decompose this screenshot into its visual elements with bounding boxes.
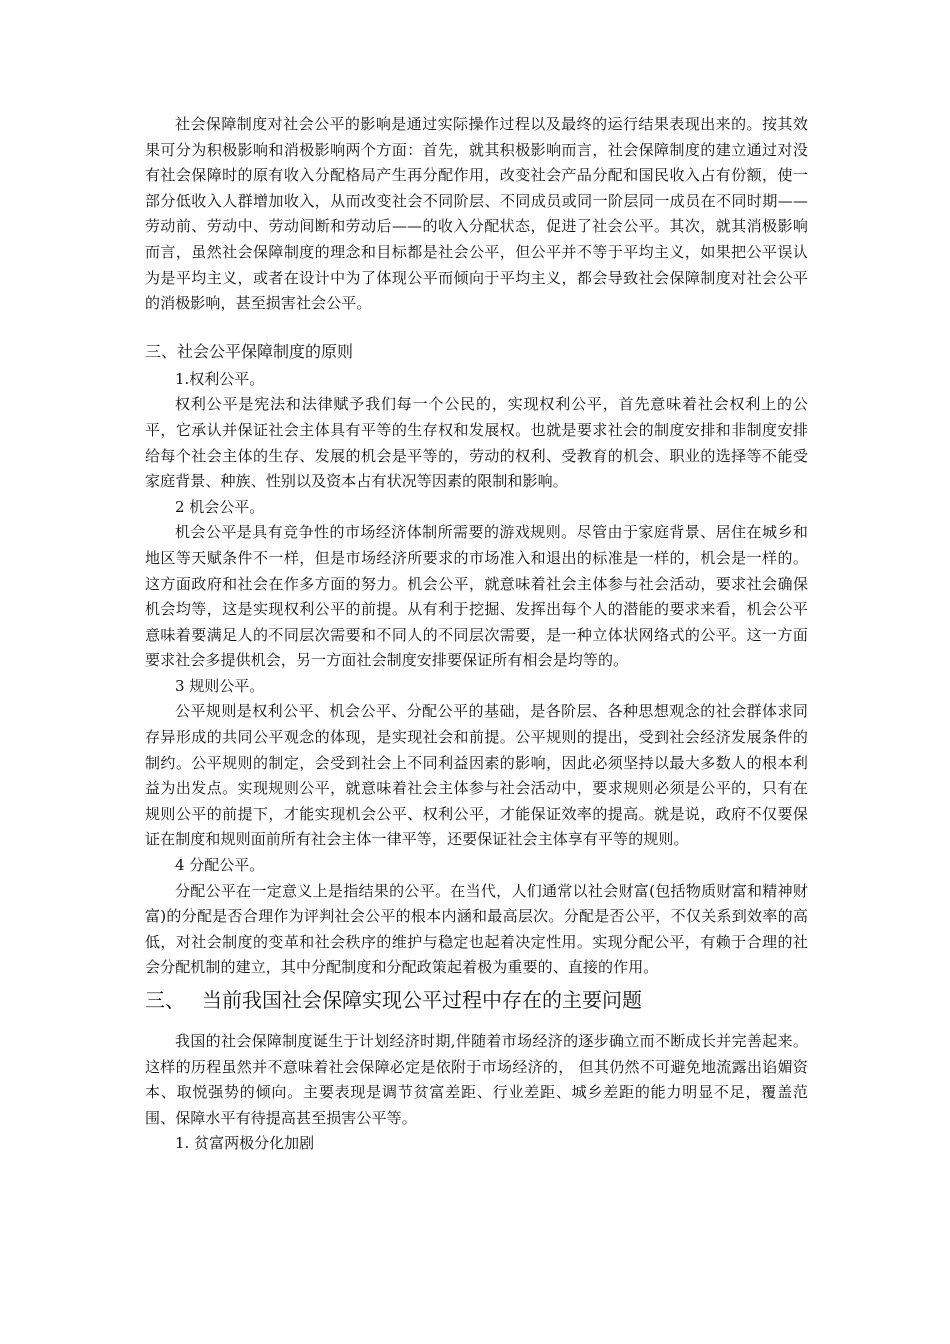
- principle-body-rules: 公平规则是权利公平、机会公平、分配公平的基础，是各阶层、各种思想观念的社会群体求同存异形成的共同公平观念的体现，是实现社会和前提。公平规则的提出，受到社会经济发展条件的制约。公平规则的制定，会受到社会上不同利益因素的影响，因此必须坚持以最大多数人的根本利益为出发点。实现规则公平，就意味着社会主体参与社会活动中，要求规则必须是公平的，只有在规则公平的前提下，才能实现机会公平、权利公平，才能保证效率的提高。就是说，政府不仅要保证在制度和规则面前所有社会主体一律平等，还要保证社会主体享有平等的规则。: [145, 702, 808, 849]
- principle-title-rules: 3 规则公平。: [175, 676, 265, 695]
- section-heading-principles: 三、社会公平保障制度的原则: [145, 341, 354, 361]
- principle-body-distribution: 分配公平在一定意义上是指结果的公平。在当代，人们通常以社会财富(包括物质财富和精神财富)的分配是否合理作为评判社会公平的根本内涵和最高层次。分配是否公平，不仅关系到效率的高低，对社会制度的变革和社会秩序的维护与稳定也起着决定性用。实现分配公平，有赖于合理的社会分配机制的建立，其中分配制度和分配政策起着极为重要的、直接的作用。: [145, 881, 808, 977]
- section-number: 三、: [145, 988, 185, 1012]
- document-body: [145, 112, 808, 1157]
- section-title: 当前我国社会保障实现公平过程中存在的主要问题: [202, 988, 642, 1012]
- principle-title-opportunity: 2 机会公平。: [175, 497, 265, 516]
- principle-title-rights: 1.权利公平。: [175, 369, 265, 388]
- subheading-wealth-gap: 1. 贫富两极分化加剧: [175, 1134, 315, 1153]
- principle-title-distribution: 4 分配公平。: [175, 856, 265, 875]
- section-heading-problems: [145, 985, 808, 1015]
- problems-paragraph: 我国的社会保障制度诞生于计划经济时期,伴随着市场经济的逐步确立而不断成长并完善起来。这样的历程虽然并不意味着社会保障必定是依附于市场经济的， 但其仍然不可避免地流露出谄媚资本、取悦强势的倾向。主要表现是调节贫富差距、行业差距、城乡差距的能力明显不足，覆盖范围、保障水平有待提高甚至损害公平等。: [145, 1032, 808, 1127]
- intro-paragraph: 社会保障制度对社会公平的影响是通过实际操作过程以及最终的运行结果表现出来的。按其效果可分为积极影响和消极影响两个方面：首先，就其积极影响而言，社会保障制度的建立通过对没有社会保障时的原有收入分配格局产生再分配作用，改变社会产品分配和国民收入占有份额，使一部分低收入人群增加收入，从而改变社会不同阶层、不同成员或同一阶层同一成员在不同时期——劳动前、劳动中、劳动间断和劳动后——的收入分配状态，促进了社会公平。其次，就其消极影响而言，虽然社会保障制度的理念和目标都是社会公平，但公平并不等于平均主义，如果把公平误认为是平均主义，或者在设计中为了体现公平而倾向于平均主义，都会导致社会保障制度对社会公平的消极影响，甚至损害社会公平。: [145, 115, 808, 313]
- principle-body-rights: 权利公平是宪法和法律赋予我们每一个公民的，实现权利公平，首先意味着社会权利上的公平，它承认并保证社会主体具有平等的生存权和发展权。也就是要求社会的制度安排和非制度安排给每个社会主体的生存、发展的机会是平等的，劳动的权利、受教育的机会、职业的选择等不能受家庭背景、种族、性别以及资本占有状况等因素的限制和影响。: [145, 395, 808, 491]
- principle-body-opportunity: 机会公平是具有竞争性的市场经济体制所需要的游戏规则。尽管由于家庭背景、居住在城乡和地区等天赋条件不一样，但是市场经济所要求的市场准入和退出的标准是一样的，机会是一样的。这方面政府和社会在作多方面的努力。机会公平，就意味着社会主体参与社会活动，要求社会确保机会均等，这是实现权利公平的前提。从有利于挖掘、发挥出每个人的潜能的要求来看，机会公平意味着要满足人的不同层次需要和不同人的不同层次需要，是一种立体状网络式的公平。这一方面要求社会多提供机会，另一方面社会制度安排要保证所有相会是均等的。: [145, 523, 808, 670]
